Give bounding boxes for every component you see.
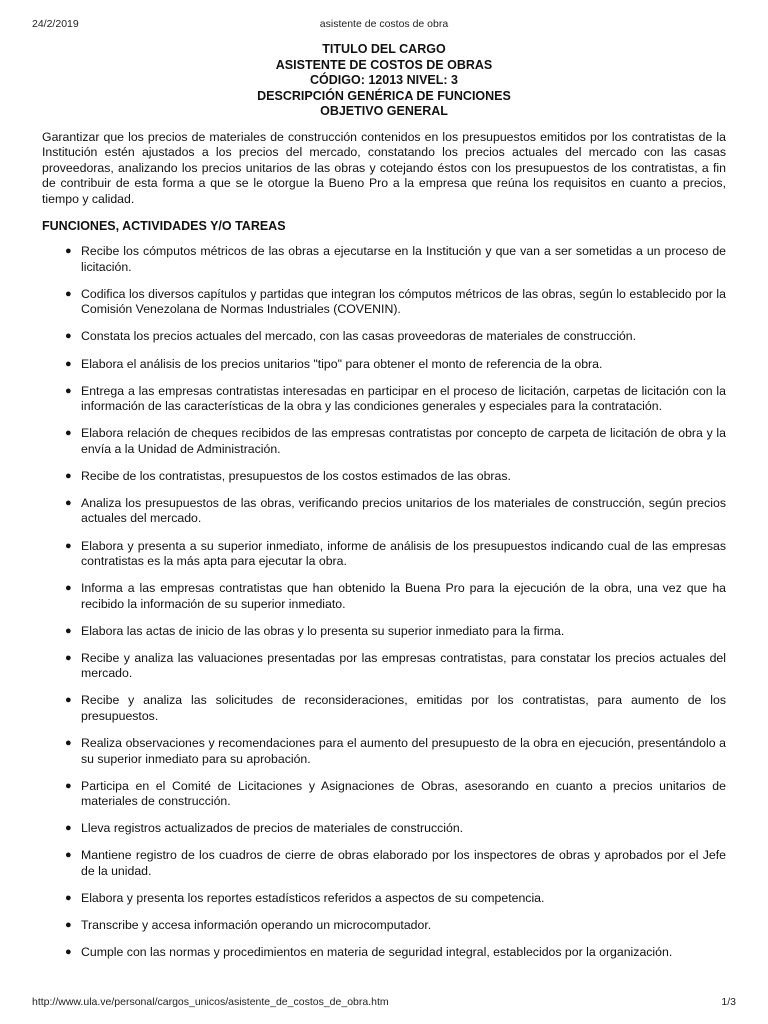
task-text: Transcribe y accesa información operando un microcomputador. <box>81 917 432 932</box>
task-text: Elabora el análisis de los precios unitarios "tipo" para obtener el monto de referencia de la obra. <box>81 356 603 371</box>
task-list <box>42 244 726 960</box>
task-text: Elabora relación de cheques recibidos de las empresas contratistas por concepto de carpeta de licitación de obra y la envía a la Unidad de Administración. <box>81 426 726 456</box>
task-text: Elabora las actas de inicio de las obras y lo presenta su superior inmediato para la firma. <box>81 623 565 638</box>
task-text: Recibe los cómputos métricos de las obras a ejecutarse en la Institución y que van a ser sometidas a un proceso de licitación. <box>81 244 726 274</box>
task-text: Recibe de los contratistas, presupuestos de los costos estimados de las obras. <box>81 468 511 483</box>
bullet-icon: ● <box>65 822 72 835</box>
bullet-icon: ● <box>65 737 72 750</box>
title-line-description: DESCRIPCIÓN GENÉRICA DE FUNCIONES <box>257 88 511 103</box>
bullet-icon: ● <box>65 384 72 397</box>
task-item <box>65 945 726 961</box>
task-text: Elabora y presenta los reportes estadísticos referidos a aspectos de su competencia. <box>81 890 545 905</box>
task-text: Informa a las empresas contratistas que han obtenido la Buena Pro para la ejecución de la obra, una vez que ha recibido la información de su superior inmediato. <box>81 581 726 611</box>
page-number: 1/3 <box>721 996 736 1008</box>
title-line-cargo: TITULO DEL CARGO <box>322 42 446 56</box>
bullet-icon: ● <box>65 469 72 482</box>
task-item <box>65 736 726 767</box>
task-text: Mantiene registro de los cuadros de cierre de obras elaborado por los inspectores de obras y aprobados por el Jefe de la unidad. <box>81 848 726 878</box>
bullet-icon: ● <box>65 330 72 343</box>
task-item <box>65 848 726 879</box>
bullet-icon: ● <box>65 891 72 904</box>
bullet-icon: ● <box>65 287 72 300</box>
print-header <box>32 18 736 34</box>
print-date: 24/2/2019 <box>32 18 79 30</box>
task-item <box>65 650 726 682</box>
print-footer <box>32 996 736 1012</box>
bullet-icon: ● <box>65 849 72 862</box>
task-text: Realiza observaciones y recomendaciones para el aumento del presupuesto de la obra en ejecución, presentándolo a su superior inmediato para su aprobación. <box>81 736 726 766</box>
print-page-title: asistente de costos de obra <box>319 18 449 30</box>
task-text: Analiza los presupuestos de las obras, verificando precios unitarios de los materiales de construcción, según precios actuales del mercado. <box>81 495 726 526</box>
bullet-icon: ● <box>65 427 72 440</box>
bullet-icon: ● <box>65 245 72 258</box>
bullet-icon: ● <box>65 918 72 931</box>
objective-paragraph: Garantizar que los precios de materiales de construcción contenidos en los presupuestos emitidos por los contratistas de la Institución estén ajustados a los precios del mercado, constatando los precios actuales del mercado con las casas proveedoras, analizando los precios unitarios de las obras y cotejando éstos con los presupuestos de los contratistas, a fin de contribuir de esta forma a que se le otorgue la Bueno Pro a la empresa que reúna los requisitos en cuanto a precios, tiempo y calidad. <box>42 129 726 206</box>
title-line-objective: OBJETIVO GENERAL <box>320 104 448 118</box>
task-item <box>65 581 726 612</box>
bullet-icon: ● <box>65 624 72 637</box>
task-item <box>65 244 726 275</box>
bullet-icon: ● <box>65 539 72 552</box>
bullet-icon: ● <box>65 582 72 595</box>
task-item <box>65 917 726 934</box>
task-text: Entrega a las empresas contratistas interesadas en participar en el proceso de licitación, carpetas de licitación con la información de las características de la obra y las condiciones generales y especiales para la contratación. <box>81 383 726 414</box>
title-block <box>42 42 726 120</box>
task-item <box>65 356 726 373</box>
task-item <box>65 890 726 907</box>
bullet-icon: ● <box>65 946 72 959</box>
task-item <box>65 623 726 640</box>
task-item <box>65 329 726 345</box>
task-item <box>65 383 726 415</box>
page-url: http://www.ula.ve/personal/cargos_unicos/asistente_de_costos_de_obra.htm <box>32 996 389 1008</box>
document-body <box>42 42 726 972</box>
task-text: Cumple con las normas y procedimientos en materia de seguridad integral, establecidos por la organización. <box>81 945 673 960</box>
task-item <box>65 821 726 837</box>
task-text: Recibe y analiza las solicitudes de reconsideraciones, emitidas por los contratistas, para aumento de los presupuestos. <box>81 693 726 723</box>
task-item <box>65 693 726 724</box>
bullet-icon: ● <box>65 496 72 509</box>
task-text: Recibe y analiza las valuaciones presentadas por las empresas contratistas, para constatar los precios actuales del mercado. <box>81 650 726 681</box>
task-text: Lleva registros actualizados de precios de materiales de construcción. <box>81 821 464 836</box>
bullet-icon: ● <box>65 651 72 664</box>
task-item <box>65 495 726 527</box>
task-item <box>65 426 726 457</box>
task-text: Participa en el Comité de Licitaciones y Asignaciones de Obras, asesorando en cuanto a precios unitarios de materiales de construcción. <box>81 778 726 809</box>
task-item <box>65 468 726 485</box>
title-line-code: CÓDIGO: 12013 NIVEL: 3 <box>310 73 458 87</box>
section-heading: FUNCIONES, ACTIVIDADES Y/O TAREAS <box>42 219 286 234</box>
bullet-icon: ● <box>65 779 72 792</box>
task-item <box>65 778 726 810</box>
task-item <box>65 286 726 318</box>
bullet-icon: ● <box>65 357 72 370</box>
task-text: Constata los precios actuales del mercado, con las casas proveedoras de materiales de construcción. <box>81 329 637 344</box>
title-line-position: ASISTENTE DE COSTOS DE OBRAS <box>275 57 493 72</box>
task-item <box>65 538 726 570</box>
task-text: Elabora y presenta a su superior inmediato, informe de análisis de los presupuestos indicando cual de las empresas contratistas es la más apta para ejecutar la obra. <box>81 538 726 569</box>
task-text: Codifica los diversos capítulos y partidas que integran los cómputos métricos de las obras, según lo establecido por la Comisión Venezolana de Normas Industriales (COVENIN). <box>81 286 726 317</box>
bullet-icon: ● <box>65 694 72 707</box>
